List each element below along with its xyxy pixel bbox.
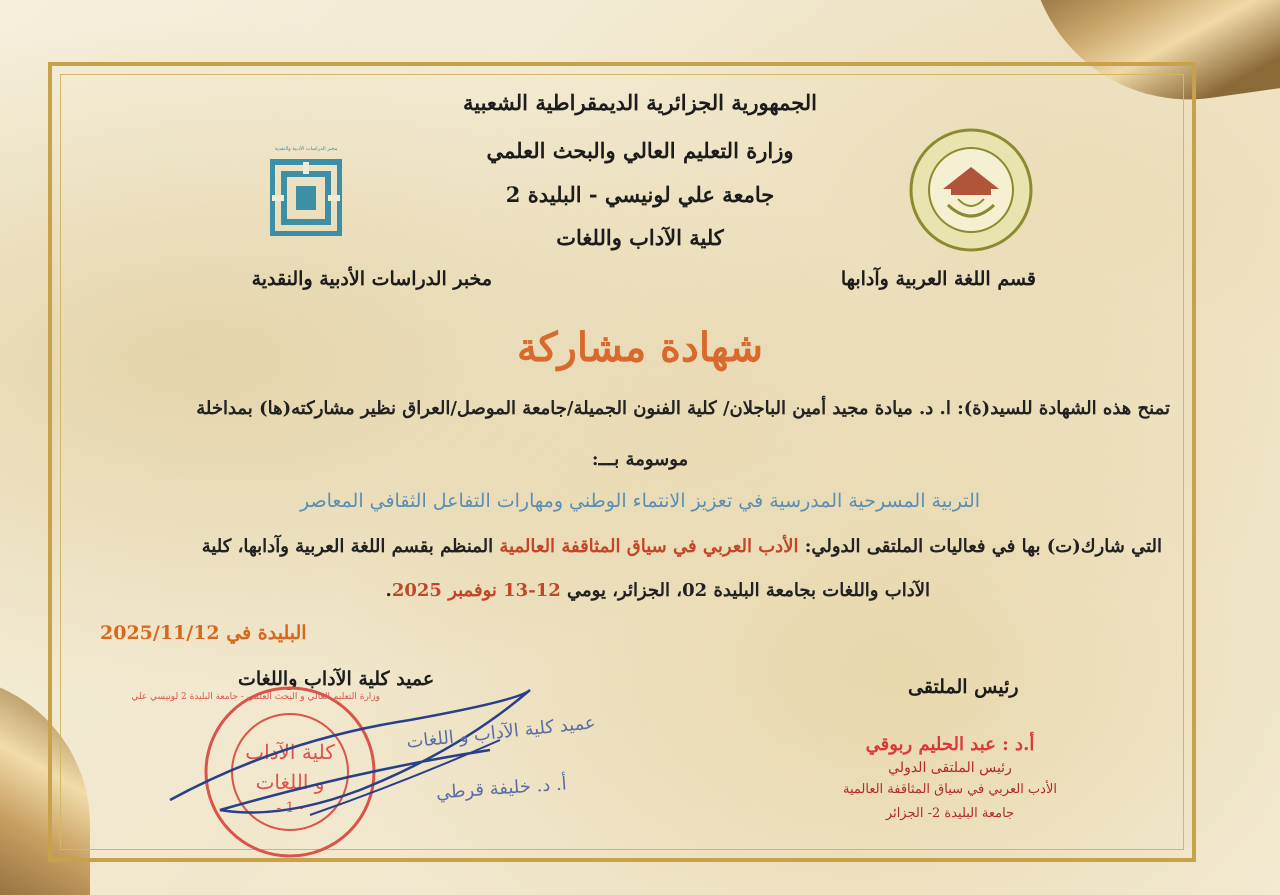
faculty-stamp-center-1: كلية الآداب bbox=[245, 740, 335, 764]
conference-name: الأدب العربي في سياق المثاقفة العالمية bbox=[499, 536, 799, 557]
conference-intro: التي شارك(ت) بها في فعاليات الملتقى الدولي: bbox=[798, 536, 1162, 557]
header-ministry: وزارة التعليم العالي والبحث العلمي bbox=[486, 138, 794, 163]
organizer-text: المنظم بقسم اللغة العربية وآدابها، كلية bbox=[201, 536, 500, 557]
faculty-stamp-ring: وزارة التعليم العالي و البحث العلمي - جامعة البليدة 2 لونيسي علي bbox=[131, 692, 380, 702]
faculty-stamp-center-3: - 1 - bbox=[276, 800, 304, 816]
faculty-stamp-center-2: و اللغات bbox=[255, 770, 325, 794]
place-date: البليدة في 2025/11/12 bbox=[100, 622, 307, 644]
header-faculty: كلية الآداب واللغات bbox=[556, 225, 724, 250]
dean-title: عميد كلية الآداب واللغات bbox=[238, 668, 435, 690]
university-seal-icon bbox=[908, 127, 1034, 253]
lab-logo-caption: مخبر الدراسات الأدبية والنقدية bbox=[274, 146, 338, 152]
period-text: . bbox=[385, 580, 392, 601]
certificate-title: شهادة مشاركة bbox=[517, 324, 763, 371]
paper-topic: التربية المسرحية المدرسية في تعزيز الانتماء الوطني ومهارات التفاعل الثقافي المعاصر bbox=[299, 490, 981, 512]
conference-date: 12-13 نوفمبر 2025 bbox=[391, 580, 561, 601]
participation-text: نظير مشاركته(ها) بمداخلة bbox=[196, 398, 403, 419]
body-line1 bbox=[196, 398, 1170, 419]
dean-stamp-line2: أ. د. خليفة قرطي bbox=[435, 773, 568, 804]
chair-name: أ.د : عبد الحليم ربوقي bbox=[865, 734, 1035, 755]
dean-stamp-line1: عميد كلية الآداب و اللغات bbox=[405, 712, 597, 753]
recipient-text: تمنح هذه الشهادة للسيد(ة): ا. د. ميادة مجيد أمين الباجلان/ كلية الفنون الجميلة/جامعة الموصل/العراق bbox=[402, 398, 1170, 419]
header-university: جامعة علي لونيسي - البليدة 2 bbox=[505, 182, 775, 207]
department-name: قسم اللغة العربية وآدابها bbox=[840, 268, 1036, 290]
venue-text: الآداب واللغات بجامعة البليدة 02، الجزائر، يومي bbox=[560, 580, 930, 601]
chair-stamp-line2: الأدب العربي في سياق المثاقفة العالمية bbox=[842, 782, 1057, 797]
body-line2: موسومة بـــ: bbox=[591, 449, 689, 470]
chair-title: رئيس الملتقى bbox=[908, 676, 1019, 698]
lab-name: مخبر الدراسات الأدبية والنقدية bbox=[251, 268, 492, 290]
lab-logo-icon bbox=[270, 150, 342, 236]
chair-stamp-line3: جامعة البليدة 2- الجزائر bbox=[885, 806, 1015, 821]
chair-stamp-line1: رئيس الملتقى الدولي bbox=[888, 760, 1012, 776]
body-line5 bbox=[386, 580, 930, 601]
header-republic: الجمهورية الجزائرية الديمقراطية الشعبية bbox=[462, 90, 817, 115]
dean-signature-icon bbox=[131, 680, 640, 830]
body-line4 bbox=[202, 536, 1162, 557]
